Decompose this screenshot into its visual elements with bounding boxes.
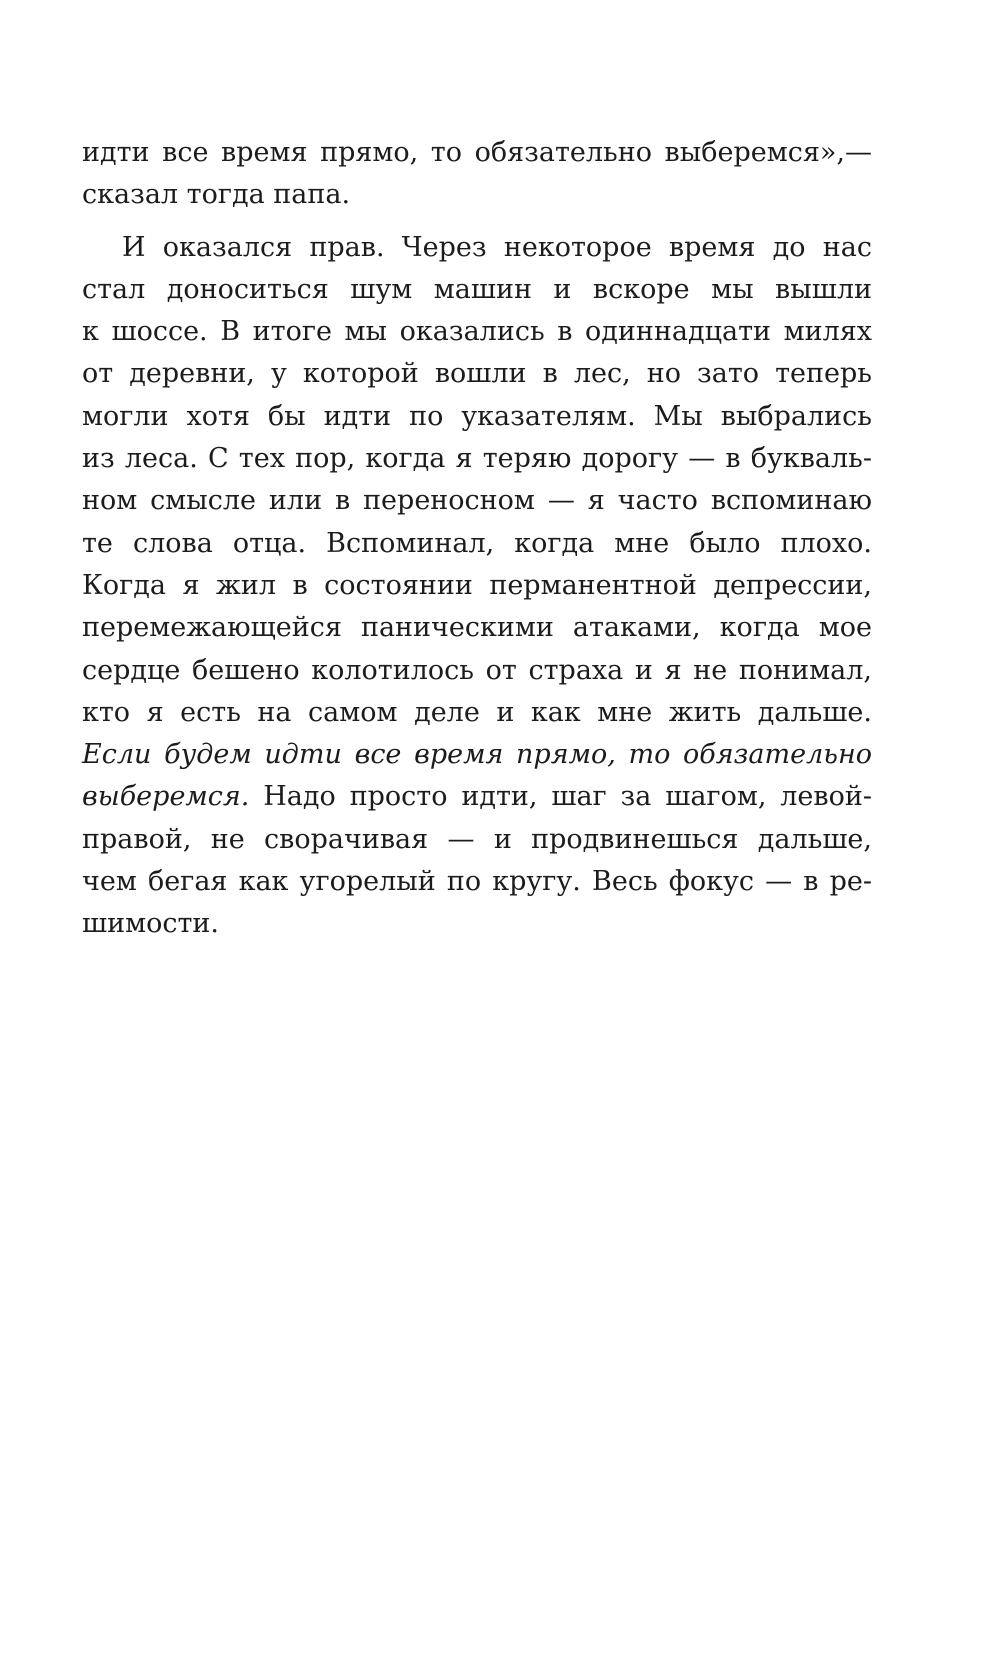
paragraph-start-line: И оказался прав. Через некоторое время до нас bbox=[122, 231, 872, 263]
text-line: из леса. С тех пор, когда я теряю дорогу — в букваль- bbox=[82, 443, 872, 475]
text-line: перемежающейся паническими атаками, когда мое bbox=[82, 612, 872, 644]
text-line: идти все время прямо, то обязательно выберемся»,— bbox=[82, 137, 872, 168]
text-line: правой, не сворачивая — и продвинешься дальше, bbox=[82, 823, 872, 855]
text-line: кто я есть на самом деле и как мне жить дальше. bbox=[82, 696, 872, 728]
text-line: могли хотя бы идти по указателям. Мы выбрались bbox=[82, 400, 872, 432]
text-line: стал доноситься шум машин и вскоре мы вышли bbox=[82, 273, 872, 305]
text-line: от деревни, у которой вошли в лес, но зато теперь bbox=[82, 358, 872, 390]
text-line: сказал тогда папа. bbox=[82, 179, 351, 211]
text-line: те слова отца. Вспоминал, когда мне было плохо. bbox=[82, 527, 872, 559]
body-text bbox=[82, 132, 872, 946]
text-line: выберемся. Надо просто идти, шаг за шагом, левой- bbox=[82, 781, 872, 813]
italic-quote-line: Если будем идти все время прямо, то обязательно bbox=[82, 739, 872, 771]
italic-quote-end: выберемся. bbox=[82, 781, 250, 813]
text-line: к шоссе. В итоге мы оказались в одиннадцати милях bbox=[82, 316, 872, 348]
text-line: шимости. bbox=[82, 908, 219, 940]
text-line: Когда я жил в состоянии перманентной депрессии, bbox=[82, 569, 872, 601]
text-line: чем бегая как угорелый по кругу. Весь фокус — в ре- bbox=[82, 866, 872, 898]
text-line: сердце бешено колотилось от страха и я не понимал, bbox=[82, 654, 872, 686]
text-line: ном смысле или в переносном — я часто вспоминаю bbox=[82, 485, 872, 517]
